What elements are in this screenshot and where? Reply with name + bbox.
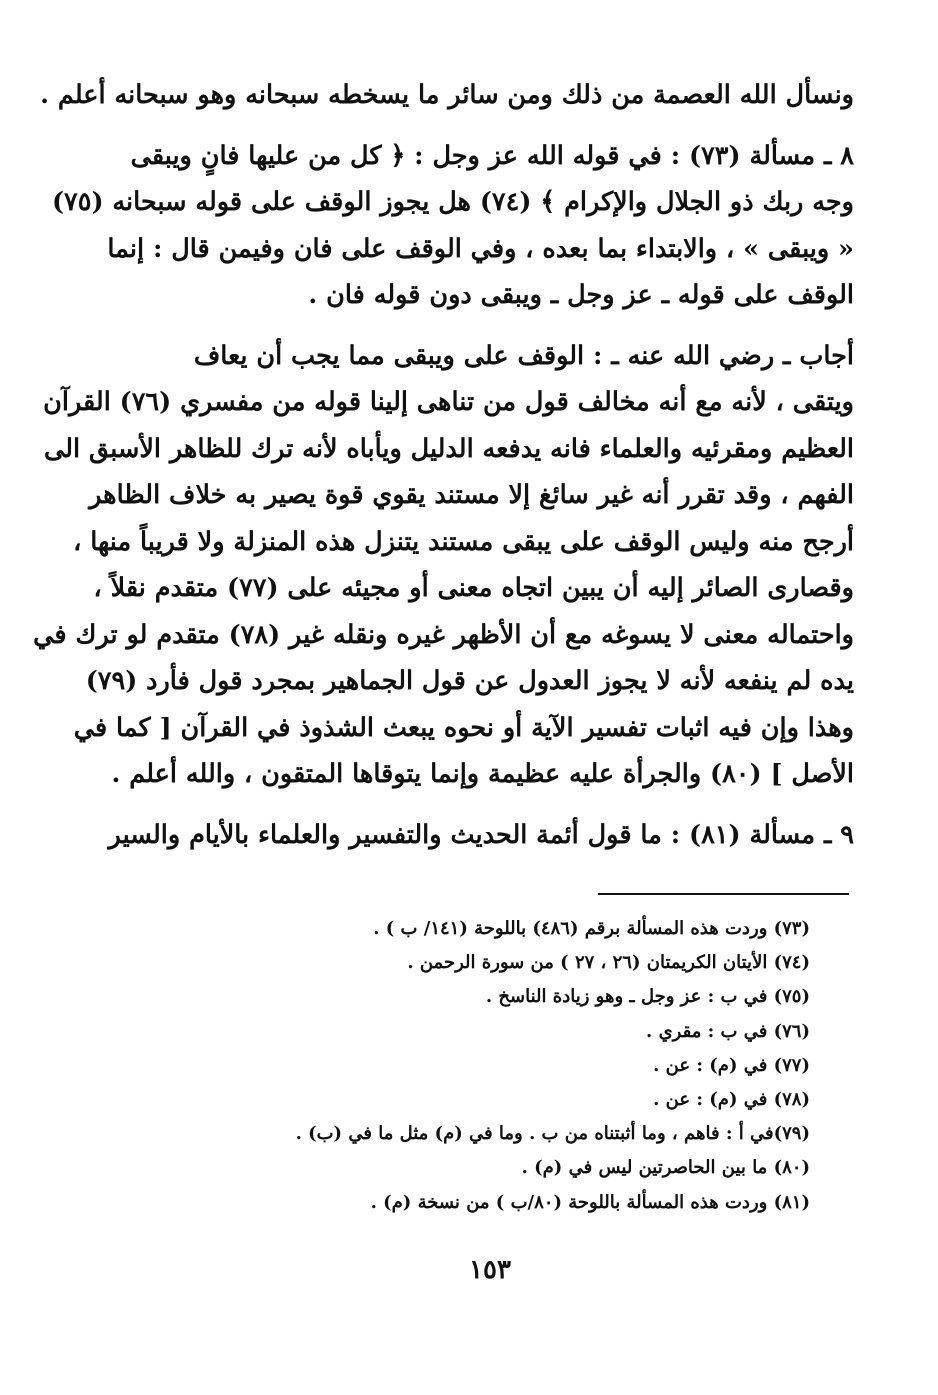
text-line: الفهم ، وقد تقرر أنه غير سائغ إلا مستند يقوي قوة يصير به خلاف الظاهر	[89, 480, 854, 510]
footnotes	[295, 912, 810, 1220]
footnote: (٧٨) في (م) : عن .	[653, 1089, 810, 1111]
footnote: (٧٥) في ب : عز وجل ـ وهو زيادة الناسخ .	[485, 986, 810, 1008]
footnote-separator	[598, 893, 849, 895]
text-line: الوقف على قوله ـ عز وجل ـ ويبقى دون قوله فان .	[308, 280, 854, 310]
text-line: ونسأل الله العصمة من ذلك ومن سائر ما يسخطه سبحانه وهو سبحانه أعلم .	[40, 80, 854, 110]
text-line: ويتقى ، لأنه مع أنه مخالف قول من تناهى إلينا قوله من مفسري (٧٦) القرآن	[43, 387, 854, 417]
footnote: (٨٠) ما بين الحاصرتين ليس في (م) .	[521, 1157, 810, 1179]
text-line: أجاب ـ رضي الله عنه ـ : الوقف على ويبقى مما يجب أن يعاف	[193, 340, 854, 371]
text-line: ٨ ـ مسألة (٧٣) : في قوله الله عز وجل : ﴿ كل من عليها فانٍ ويبقى	[130, 140, 854, 171]
footnote: (٧٩)في أ : فاهم ، وما أثبتناه من ب . وما في (م) مثل ما في (ب) .	[295, 1123, 810, 1145]
footnote: (٧٣) وردت هذه المسألة برقم (٤٨٦) باللوحة (١٤١/ ب ) .	[373, 918, 810, 939]
footnote: (٧٤) الأيتان الكريمتان (٢٦ ، ٢٧ ) من سورة الرحمن .	[407, 952, 810, 974]
main-text	[33, 72, 854, 858]
text-line: ٩ ـ مسألة (٨١) : ما قول أئمة الحديث والتفسير والعلماء بالأيام والسير	[108, 819, 854, 850]
text-line: واحتماله معنى لا يسوغه مع أن الأظهر غيره ونقله غير (٧٨) متقدم لو ترك في	[33, 619, 854, 650]
text-line: العظيم ومقرئيه والعلماء فانه يدفعه الدليل ويأباه لأنه ترك للظاهر الأسبق الى	[44, 433, 854, 464]
text-line: « ويبقى » ، والابتداء بما بعده ، وفي الوقف على فان وفيمن قال : إنما	[107, 233, 854, 264]
text-line: وجه ربك ذو الجلال والإكرام ﴾ (٧٤) هل يجوز الوقف على قوله سبحانه (٧٥)	[51, 187, 854, 217]
text-line: يده لم ينفعه لأنه لا يجوز العدول عن قول الجماهير بمجرد قول فأرد (٧٩)	[85, 666, 854, 696]
page-number: ١٥٣	[469, 1255, 511, 1285]
footnote: (٨١) وردت هذه المسألة باللوحة (٨٠/ب ) من نسخة (م) .	[370, 1191, 810, 1213]
text-line: أرجح منه وليس الوقف على يبقى مستند يتنزل هذه المنزلة ولا قريباً منها ،	[73, 526, 854, 557]
text-line: الأصل ] (٨٠) والجرأة عليه عظيمة وإنما يتوقاها المتقون ، والله أعلم .	[111, 759, 854, 789]
text-line: وقصارى الصائر إليه أن يبين اتجاه معنى أو مجيئه على (٧٧) متقدم نقلاً ،	[93, 573, 854, 603]
footnote: (٧٦) في ب : مقري .	[646, 1020, 810, 1042]
footnote: (٧٧) في (م) : عن .	[653, 1054, 810, 1076]
text-line: وهذا وإن فيه اثبات تفسير الآية أو نحوه يبعث الشذوذ في القرآن [ كما في	[73, 712, 854, 743]
